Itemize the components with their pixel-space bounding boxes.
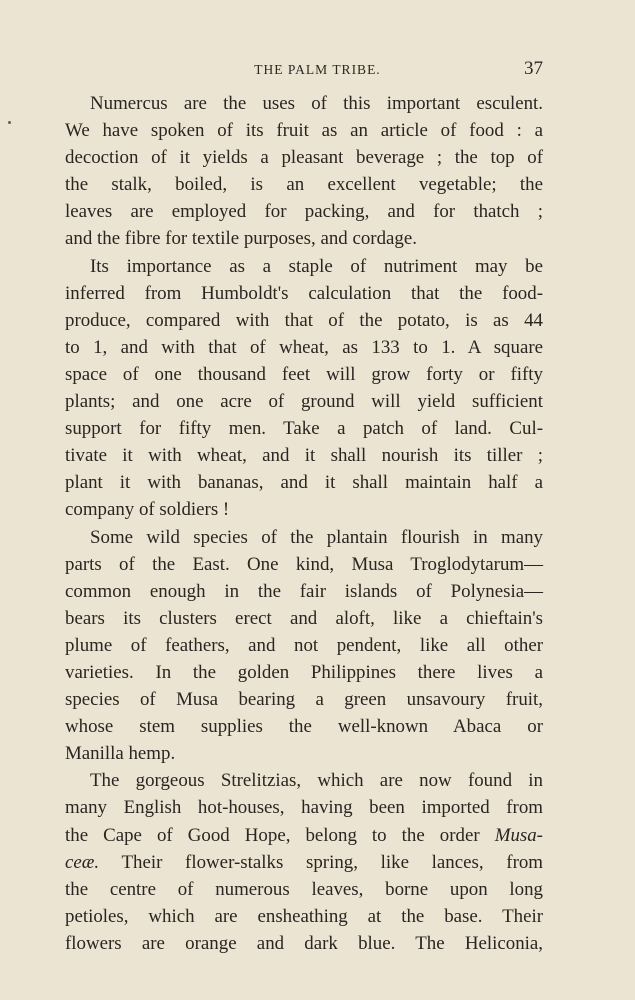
text-line: bears its clusters erect and aloft, like a chieftain's: [65, 607, 543, 629]
paragraph-4: [65, 767, 543, 957]
text-line: species of Musa bearing a green unsavoury fruit,: [65, 689, 543, 711]
text-line: inferred from Humboldt's calculation that the food-: [65, 282, 543, 304]
text-line: Manilla hemp.: [65, 743, 176, 765]
text-fragment: the Cape of Good Hope, belong to the order: [65, 824, 480, 846]
text-line: We have spoken of its fruit as an article of food : a: [65, 120, 543, 142]
text-line: The gorgeous Strelitzias, which are now found in: [90, 770, 543, 792]
body-text: [65, 90, 543, 957]
text-line: varieties. In the golden Philippines there lives a: [65, 661, 543, 683]
text-line: flowers are orange and dark blue. The Heliconia,: [65, 932, 543, 954]
text-line: Numercus are the uses of this important esculent.: [90, 93, 543, 114]
text-fragment: Their flower-stalks spring, like lances, from: [121, 851, 543, 873]
text-line: petioles, which are ensheathing at the base. Their: [65, 905, 543, 927]
ink-speck: [8, 121, 11, 124]
italic-term: ceæ.: [65, 851, 100, 873]
paragraph-2: [65, 253, 543, 524]
text-line: Some wild species of the plantain flourish in many: [90, 526, 543, 548]
text-line-with-italic: [65, 849, 543, 876]
text-line: common enough in the fair islands of Polynesia—: [65, 580, 543, 602]
text-line: company of soldiers !: [65, 499, 230, 521]
text-line: many English hot-houses, having been imported from: [65, 797, 543, 819]
text-line: plant it with bananas, and it shall maintain half a: [65, 472, 543, 494]
text-line: to 1, and with that of wheat, as 133 to 1. A square: [65, 336, 543, 358]
text-line: the centre of numerous leaves, borne upon long: [65, 878, 543, 900]
text-line: plants; and one acre of ground will yield sufficient: [65, 391, 543, 413]
text-line: the stalk, boiled, is an excellent vegetable; the: [65, 174, 543, 196]
text-line: Its importance as a staple of nutriment may be: [90, 255, 543, 277]
page-header: [0, 58, 635, 82]
paragraph-1: [65, 90, 543, 253]
text-line: and the fibre for textile purposes, and cordage.: [65, 228, 417, 250]
paragraph-3: [65, 524, 543, 768]
text-line: support for fifty men. Take a patch of land. Cul-: [65, 418, 543, 440]
text-line: tivate it with wheat, and it shall nourish its tiller ;: [65, 445, 543, 467]
text-line-with-italic: [65, 822, 543, 849]
text-line: whose stem supplies the well-known Abaca or: [65, 716, 543, 738]
text-line: decoction of it yields a pleasant beverage ; the top of: [65, 147, 543, 169]
italic-term: Musa-: [494, 824, 543, 846]
running-head: THE PALM TRIBE.: [254, 62, 381, 77]
text-line: space of one thousand feet will grow forty or fifty: [65, 363, 543, 385]
text-line: parts of the East. One kind, Musa Troglodytarum—: [65, 553, 543, 575]
page-number: 37: [524, 58, 543, 79]
text-line: produce, compared with that of the potato, is as 44: [65, 309, 543, 331]
text-line: plume of feathers, and not pendent, like all other: [65, 634, 543, 656]
text-line: leaves are employed for packing, and for thatch ;: [65, 201, 543, 223]
